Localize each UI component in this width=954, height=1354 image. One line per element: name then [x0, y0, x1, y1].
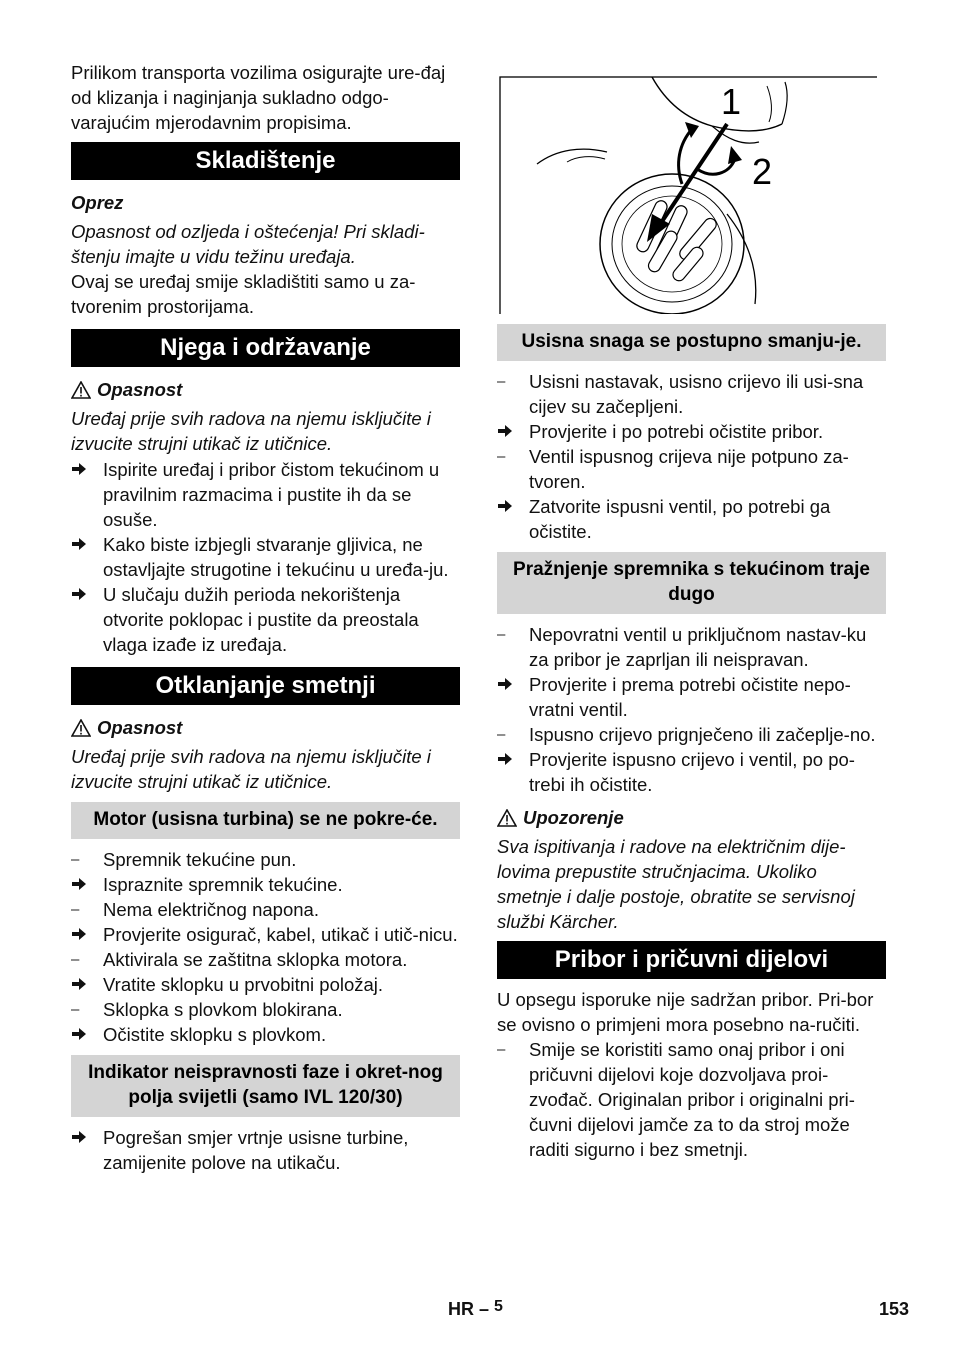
arrow-right-icon: [71, 922, 103, 947]
footer-language: HR: [448, 1299, 474, 1319]
list-item: [71, 922, 460, 947]
list-item-text: Kako biste izbjegli stvaranje gljivica, ne ostavljajte strugotine i tekućinu u uređa-ju.: [103, 534, 449, 580]
footer-local-page: 5: [494, 1298, 503, 1315]
motor-list: [71, 847, 460, 1047]
storage-text: Ovaj se uređaj smije skladištiti samo u za-tvorenim prostorijama.: [71, 271, 416, 317]
transport-text: Prilikom transporta vozilima osigurajte ure-đaj od klizanja i naginjanja sukladno odgo-varajućim mjerodavnim propisima.: [71, 62, 446, 133]
list-item-text: Nepovratni ventil u priključnom nastav-ku za pribor je zaprljan ili neispravan.: [529, 624, 867, 670]
list-item-text: Aktivirala se zaštitna sklopka motora.: [103, 949, 408, 970]
arrow-right-icon: [497, 747, 529, 797]
section-title-skladistenje: Skladištenje: [71, 142, 460, 180]
list-item-text: Ispusno crijevo prignječeno ili začeplje-no.: [529, 724, 876, 745]
subsection-title-usisna: Usisna snaga se postupno smanju-je.: [497, 324, 886, 361]
list-item: [71, 582, 460, 657]
arrow-right-icon: [71, 1125, 103, 1175]
dash-icon: –: [497, 448, 506, 465]
section-title-otklanjanje: Otklanjanje smetnji: [71, 667, 460, 705]
list-item: [497, 369, 886, 419]
danger-label: Opasnost: [97, 717, 183, 738]
danger-text: Uređaj prije svih radova na njemu isključite i izvucite strujni utikač iz utičnice.: [71, 408, 431, 454]
arrow-right-icon: [497, 419, 529, 444]
list-item: [497, 747, 886, 797]
suction-list: [497, 369, 886, 544]
list-item-text: Zatvorite ispusni ventil, po potrebi ga očistite.: [529, 496, 831, 542]
arrow-right-icon: [71, 972, 103, 997]
dash-icon: –: [497, 626, 506, 643]
list-item-text: Sklopka s plovkom blokirana.: [103, 999, 343, 1020]
indicator-list: [71, 1125, 460, 1175]
filter-basket-illustration: [497, 64, 877, 314]
subsection-title-motor: Motor (usisna turbina) se ne pokre-će.: [71, 802, 460, 839]
warning-heading: [497, 805, 886, 830]
dash-icon: –: [497, 1041, 506, 1058]
dash-icon: –: [497, 373, 506, 390]
list-item: [497, 722, 886, 747]
danger-label: Opasnost: [97, 379, 183, 400]
danger-heading: [71, 377, 460, 402]
list-item-text: Provjerite i prema potrebi očistite nepo-vratni ventil.: [529, 674, 851, 720]
list-item-text: Spremnik tekućine pun.: [103, 849, 297, 870]
list-item-text: Provjerite ispusno crijevo i ventil, po po-trebi ih očistite.: [529, 749, 855, 795]
list-item: [71, 847, 460, 872]
left-column: [71, 60, 460, 1175]
caution-text: Opasnost od ozljeda i oštećenja! Pri skladi-štenju imajte u vidu težinu uređaja.: [71, 221, 425, 267]
figure-label-1: 1: [721, 81, 742, 122]
dash-icon: –: [71, 851, 80, 868]
list-item-text: Pogrešan smjer vrtnje usisne turbine, zamijenite polove na utikaču.: [103, 1127, 409, 1173]
section-title-njega: Njega i održavanje: [71, 329, 460, 367]
arrow-right-icon: [71, 582, 103, 657]
list-item-text: Ispirite uređaj i pribor čistom tekućinom u pravilnim razmacima i pustite ih da se osuše.: [103, 459, 440, 530]
list-item-text: Provjerite osigurač, kabel, utikač i utič-nicu.: [103, 924, 458, 945]
list-item-text: Nema električnog napona.: [103, 899, 319, 920]
list-item: [497, 444, 886, 494]
list-item: [71, 897, 460, 922]
list-item-text: Ventil ispusnog crijeva nije potpuno za-tvoren.: [529, 446, 849, 492]
page-number: 153: [879, 1299, 910, 1319]
dash-icon: –: [71, 951, 80, 968]
list-item: [71, 1022, 460, 1047]
arrow-right-icon: [71, 1022, 103, 1047]
accessories-list: [497, 1037, 886, 1162]
list-item: [71, 872, 460, 897]
accessories-text: U opsegu isporuke nije sadržan pribor. Pri-bor se ovisno o primjeni mora posebno na-ručiti.: [497, 989, 874, 1035]
list-item: [497, 494, 886, 544]
right-column: [497, 60, 886, 1162]
danger-heading: [71, 715, 460, 740]
list-item: [71, 997, 460, 1022]
maintenance-list: [71, 457, 460, 657]
list-item-text: U slučaju dužih perioda nekorištenja otvorite poklopac i pustite da preostala vlaga izađe iz uređaja.: [103, 584, 419, 655]
danger-text: Uređaj prije svih radova na njemu isključite i izvucite strujni utikač iz utičnice.: [71, 746, 431, 792]
list-item-text: Ispraznite spremnik tekućine.: [103, 874, 343, 895]
list-item: [71, 972, 460, 997]
dash-icon: –: [497, 726, 506, 743]
list-item: [71, 947, 460, 972]
list-item-text: Usisni nastavak, usisno crijevo ili usi-sna cijev su začepljeni.: [529, 371, 864, 417]
section-title-pribor: Pribor i pričuvni dijelovi: [497, 941, 886, 979]
dash-icon: –: [71, 901, 80, 918]
warning-label: Upozorenje: [523, 807, 624, 828]
subsection-title-praznjenje: Pražnjenje spremnika s tekućinom traje dugo: [497, 552, 886, 614]
list-item-text: Vratite sklopku u prvobitni položaj.: [103, 974, 384, 995]
arrow-right-icon: [71, 532, 103, 582]
list-item: [497, 419, 886, 444]
warning-triangle-icon: [497, 809, 517, 827]
list-item-text: Smije se koristiti samo onaj pribor i oni pričuvni dijelovi koje dozvoljava proi-zvođač. Originalan pribor i originalni pri-čuvni dijelovi jamče za to da stroj može raditi sigurno i bez smetnji.: [529, 1039, 855, 1160]
figure-label-2: 2: [752, 151, 773, 192]
subsection-title-indikator: Indikator neispravnosti faze i okret-nog polja svijetli (samo IVL 120/30): [71, 1055, 460, 1117]
list-item: [497, 1037, 886, 1162]
warning-triangle-icon: [71, 381, 91, 399]
list-item: [71, 457, 460, 532]
list-item: [71, 532, 460, 582]
footer-separator: –: [479, 1299, 490, 1319]
arrow-right-icon: [71, 872, 103, 897]
caution-label: Oprez: [71, 192, 124, 213]
list-item: [497, 622, 886, 672]
list-item: [71, 1125, 460, 1175]
arrow-right-icon: [71, 457, 103, 532]
list-item-text: Očistite sklopku s plovkom.: [103, 1024, 327, 1045]
footer-language-page: [448, 1297, 503, 1323]
draining-list: [497, 622, 886, 797]
warning-text: Sva ispitivanja i radove na električnim dije-lovima prepustite stručnjacima. Ukoliko smetnje i dalje postoje, obratite se servisnoj službi Kärcher.: [497, 836, 855, 932]
warning-triangle-icon: [71, 719, 91, 737]
list-item-text: Provjerite i po potrebi očistite pribor.: [529, 421, 824, 442]
arrow-right-icon: [497, 672, 529, 722]
arrow-right-icon: [497, 494, 529, 544]
list-item: [497, 672, 886, 722]
dash-icon: –: [71, 1001, 80, 1018]
